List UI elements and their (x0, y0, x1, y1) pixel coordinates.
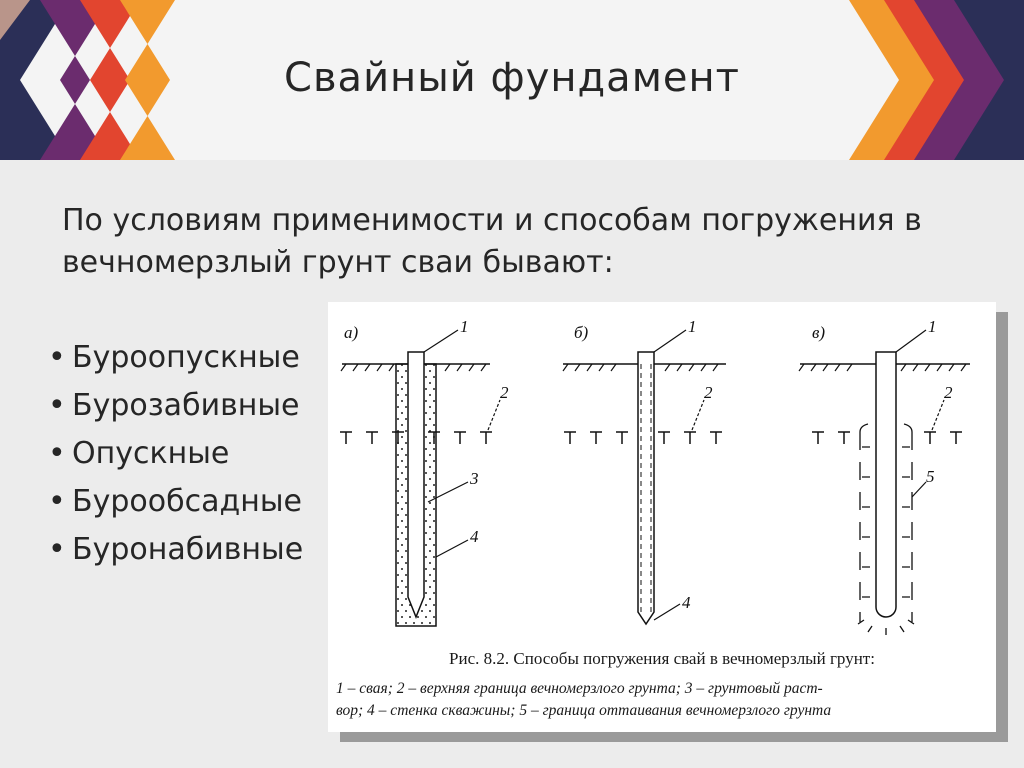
intro-text: По условиям применимости и способам погружения в вечномерзлый грунт сваи бывают: (62, 203, 922, 280)
list-item (48, 434, 338, 482)
marker-1-c: 1 (928, 317, 937, 336)
list-item-label: Бурозабивные (72, 388, 300, 423)
marker-1-a: 1 (460, 317, 469, 336)
slide-title: Свайный фундамент (284, 55, 740, 101)
marker-4-a: 4 (470, 527, 479, 546)
list-item (48, 530, 338, 578)
marker-5-c: 5 (926, 467, 935, 486)
list-item-label: Буроопускные (72, 340, 300, 375)
bullet-icon: • (48, 388, 66, 423)
legend-line: вор; 4 – стенка скважины; 5 – граница оттаивания вечномерзлого грунта (336, 702, 832, 719)
marker-2-b: 2 (704, 383, 713, 402)
list-item (48, 386, 338, 434)
figure-legend (336, 678, 992, 722)
marker-1-b: 1 (688, 317, 697, 336)
figure-caption: Рис. 8.2. Способы погружения свай в вечномерзлый грунт: (449, 649, 875, 668)
bullet-icon: • (48, 532, 66, 567)
list-item (48, 482, 338, 530)
list-item-label: Опускные (72, 436, 230, 471)
panel-label-c: в) (812, 323, 826, 342)
marker-2-c: 2 (944, 383, 953, 402)
pile-diagram (328, 302, 996, 642)
list-item (48, 338, 338, 386)
marker-4-b: 4 (682, 593, 691, 612)
list-item-label: Бурообсадные (72, 484, 302, 519)
pile-type-list (48, 338, 338, 578)
marker-3-a: 3 (470, 469, 479, 488)
marker-2-a: 2 (500, 383, 509, 402)
bullet-icon: • (48, 436, 66, 471)
bullet-icon: • (48, 340, 66, 375)
panel-label-b: б) (574, 323, 589, 342)
panel-label-a: а) (344, 323, 359, 342)
legend-line: 1 – свая; 2 – верхняя граница вечномерзлого грунта; 3 – грунтовый раст- (336, 680, 823, 697)
bullet-icon: • (48, 484, 66, 519)
list-item-label: Буронабивные (72, 532, 304, 567)
pile-diagram-figure (328, 302, 996, 732)
